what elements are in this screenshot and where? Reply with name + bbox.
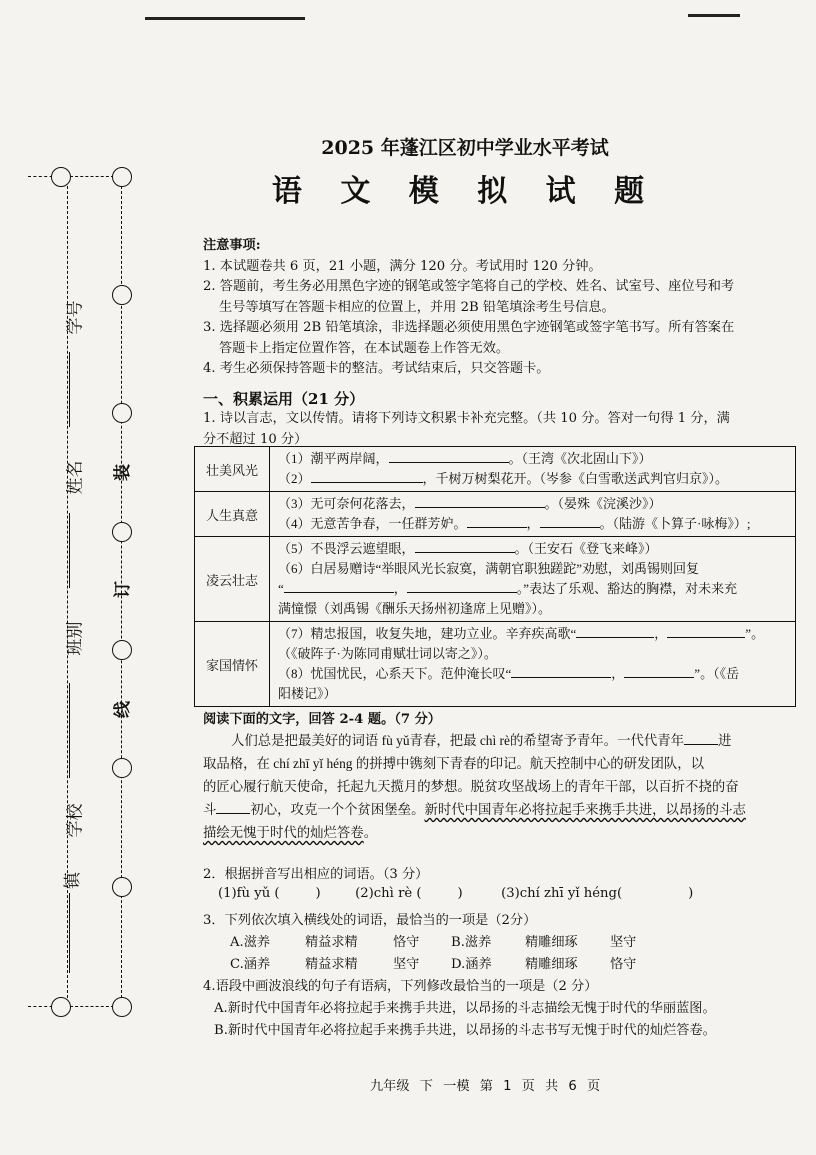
exam-title: 2025 年蓬江区初中学业水平考试	[321, 137, 609, 159]
option-b[interactable]: B.滋养	[451, 935, 492, 950]
option-b[interactable]: B.新时代中国青年必将拉起手来携手共进，以昂扬的斗志书写无愧于时代的灿烂答卷。	[214, 1023, 716, 1038]
question-2-options: (1)fù yǔ ( ) (2)chì rè ( ) (3)chí zhī yǐ héng( )	[218, 886, 694, 901]
option-d[interactable]: D.涵养	[451, 957, 492, 972]
pinyin-item: (3)chí zhī yǐ héng(	[501, 886, 623, 901]
fill-line	[69, 893, 70, 973]
answer-blank[interactable]	[624, 664, 694, 678]
answer-blank[interactable]	[415, 494, 545, 508]
binding-hole-icon	[112, 522, 132, 542]
binding-hole-icon	[112, 167, 132, 187]
question-4-stem: 4.语段中画波浪线的句子有语病，下列修改最恰当的一项是（2 分）	[203, 979, 598, 994]
option-word: 精益求精	[305, 957, 358, 972]
page-footer: 九年级 下 一模 第 1 页 共 6 页	[370, 1079, 601, 1094]
section-title: 一、积累运用（21 分）	[203, 390, 365, 408]
binding-mark-ding: 订	[113, 581, 133, 598]
answer-blank[interactable]	[540, 514, 600, 528]
note-item: 3. 选择题必须用 2B 铅笔填涂，非选择题必须使用黑色字迹钢笔或签字笔书写。所有答案在	[203, 320, 735, 335]
binding-mark-zhuang: 装	[113, 464, 133, 481]
answer-blank[interactable]	[407, 579, 517, 593]
answer-blank[interactable]	[511, 664, 611, 678]
table-row	[195, 537, 796, 622]
question-1-line: 1. 诗以言志，文以传情。请将下列诗文积累卡补充完整。（共 10 分。答对一句得 1 分，满	[203, 411, 730, 426]
binding-dash	[70, 176, 114, 177]
binding-hole-icon	[51, 167, 71, 187]
answer-blank[interactable]	[667, 624, 745, 638]
binding-label-student-id: 学号	[65, 300, 86, 335]
binding-dash	[70, 1006, 114, 1007]
poem-cell: （5）不畏浮云遮望眼， 。（王安石《登飞来峰》） （6）白居易赠诗“举眼风光长寂寞，满朝官职独蹉跎”劝慰，刘禹锡则回复 “ ， 。”表达了乐观、豁达的胸襟，对未来充 满憧憬（刘禹锡《酬乐天扬州初逢席上见赠》）。	[270, 537, 796, 622]
binding-hole-icon	[112, 877, 132, 897]
option-word: 恪守	[610, 957, 637, 972]
option-word: 精雕细琢	[525, 957, 578, 972]
option-a[interactable]: A.滋养	[230, 935, 271, 950]
poem-cell: （3）无可奈何花落去， 。（晏殊《浣溪沙》） （4）无意苦争春，一任群芳妒。 ， 。（陆游《卜算子·咏梅》）;	[270, 492, 796, 537]
category-cell: 凌云壮志	[195, 537, 270, 622]
scan-mark	[688, 14, 740, 17]
exam-subtitle: 语 文 模 拟 试 题	[271, 174, 659, 209]
answer-blank[interactable]	[576, 624, 654, 638]
fill-line	[69, 513, 70, 588]
binding-mark-xian: 线	[113, 701, 133, 718]
binding-hole-icon	[112, 285, 132, 305]
answer-blank[interactable]	[216, 800, 250, 814]
binding-hole-icon	[112, 403, 132, 423]
answer-blank[interactable]	[284, 579, 394, 593]
binding-hole-icon	[51, 997, 71, 1017]
option-word: 精雕细琢	[525, 935, 578, 950]
note-item: 生号等填写在答题卡相应的位置上，并用 2B 铅笔填涂考生号信息。	[219, 299, 615, 315]
reading-passage: 人们总是把最美好的词语 fù yǔ青春，把最 chì rè的希望寄予青年。一代代青年 进 取品格，在 chí zhī yǐ héng 的拼搏中镌刻下青春的印记。航天控制中心的研发团队，以 的匠心履行航天使命，托起九天揽月的梦想。脱贫攻坚战场上的青年干部，以百折不挠的奋 斗 初心，攻克一个个贫困堡垒。新时代中国青年必将拉起手来携手共进，以昂扬的斗志 描绘无愧于时代的灿烂答卷。	[203, 733, 746, 840]
answer-blank[interactable]	[684, 731, 718, 745]
wavy-sentence: 新时代中国青年必将拉起手来携手共进，以昂扬的斗志	[424, 802, 746, 817]
binding-label-class: 班别	[65, 621, 86, 656]
notes-heading: 注意事项:	[203, 238, 261, 253]
answer-blank[interactable]	[467, 514, 527, 528]
answer-blank[interactable]	[311, 469, 423, 483]
fill-line	[69, 683, 70, 778]
note-item: 4. 考生必须保持答题卡的整洁。考试结束后，只交答题卡。	[203, 361, 550, 376]
pinyin-item: (1)fù yǔ (	[218, 886, 280, 901]
option-word: 坚守	[393, 957, 420, 972]
fill-line	[69, 352, 70, 427]
reading-intro: 阅读下面的文字，回答 2-4 题。（7 分）	[203, 712, 441, 727]
table-row	[195, 492, 796, 537]
scan-mark	[145, 17, 305, 20]
table-row	[195, 622, 796, 707]
notes-section	[203, 236, 803, 380]
option-a[interactable]: A.新时代中国青年必将拉起手来携手共进，以昂扬的斗志描绘无愧于时代的华丽蓝图。	[214, 1001, 716, 1016]
category-cell: 人生真意	[195, 492, 270, 537]
binding-hole-icon	[112, 997, 132, 1017]
option-word: 恪守	[393, 935, 420, 950]
note-item: 1. 本试题卷共 6 页，21 小题，满分 120 分。考试用时 120 分钟。	[203, 258, 602, 274]
poem-cell: （1）潮平两岸阔， 。（王湾《次北固山下》） （2） ，千树万树梨花开。（岑参《白雪歌送武判官归京》）。	[270, 447, 796, 492]
table-row	[195, 447, 796, 492]
option-word: 精益求精	[305, 935, 358, 950]
binding-hole-icon	[112, 640, 132, 660]
question-2-stem: 2．根据拼音写出相应的词语。（3 分）	[203, 867, 429, 882]
binding-label-school: 学校	[65, 803, 86, 838]
answer-blank[interactable]	[415, 539, 515, 553]
binding-label-town: 镇	[63, 872, 83, 889]
question-3-stem: 3．下列依次填入横线处的词语，最恰当的一项是（2分）	[203, 913, 537, 928]
question-1-line: 分不超过 10 分）	[203, 431, 308, 447]
wavy-sentence: 描绘无愧于时代的灿烂答卷	[203, 825, 364, 840]
note-item: 答题卡上指定位置作答，在本试题卷上作答无效。	[219, 340, 510, 356]
binding-hole-icon	[112, 758, 132, 778]
poem-cell: （7）精忠报国，收复失地，建功立业。辛弃疾高歌“ ， ”。 （《破阵子·为陈同甫赋壮词以寄之》）。 （8）忧国忧民，心系天下。范仲淹长叹“ ， ”。（《岳 阳楼记》）	[270, 622, 796, 707]
note-item: 2. 答题前，考生务必用黑色字迹的钢笔或签字笔将自己的学校、姓名、试室号、座位号和考	[203, 279, 735, 294]
category-cell: 壮美风光	[195, 447, 270, 492]
category-cell: 家国情怀	[195, 622, 270, 707]
option-c[interactable]: C.涵养	[230, 957, 271, 972]
poem-card-table	[194, 446, 796, 707]
question-1-stem	[203, 409, 803, 450]
pinyin-item: (2)chì rè (	[355, 886, 422, 901]
binding-label-name: 姓名	[65, 460, 86, 495]
option-word: 坚守	[610, 935, 637, 950]
answer-blank[interactable]	[389, 449, 509, 463]
